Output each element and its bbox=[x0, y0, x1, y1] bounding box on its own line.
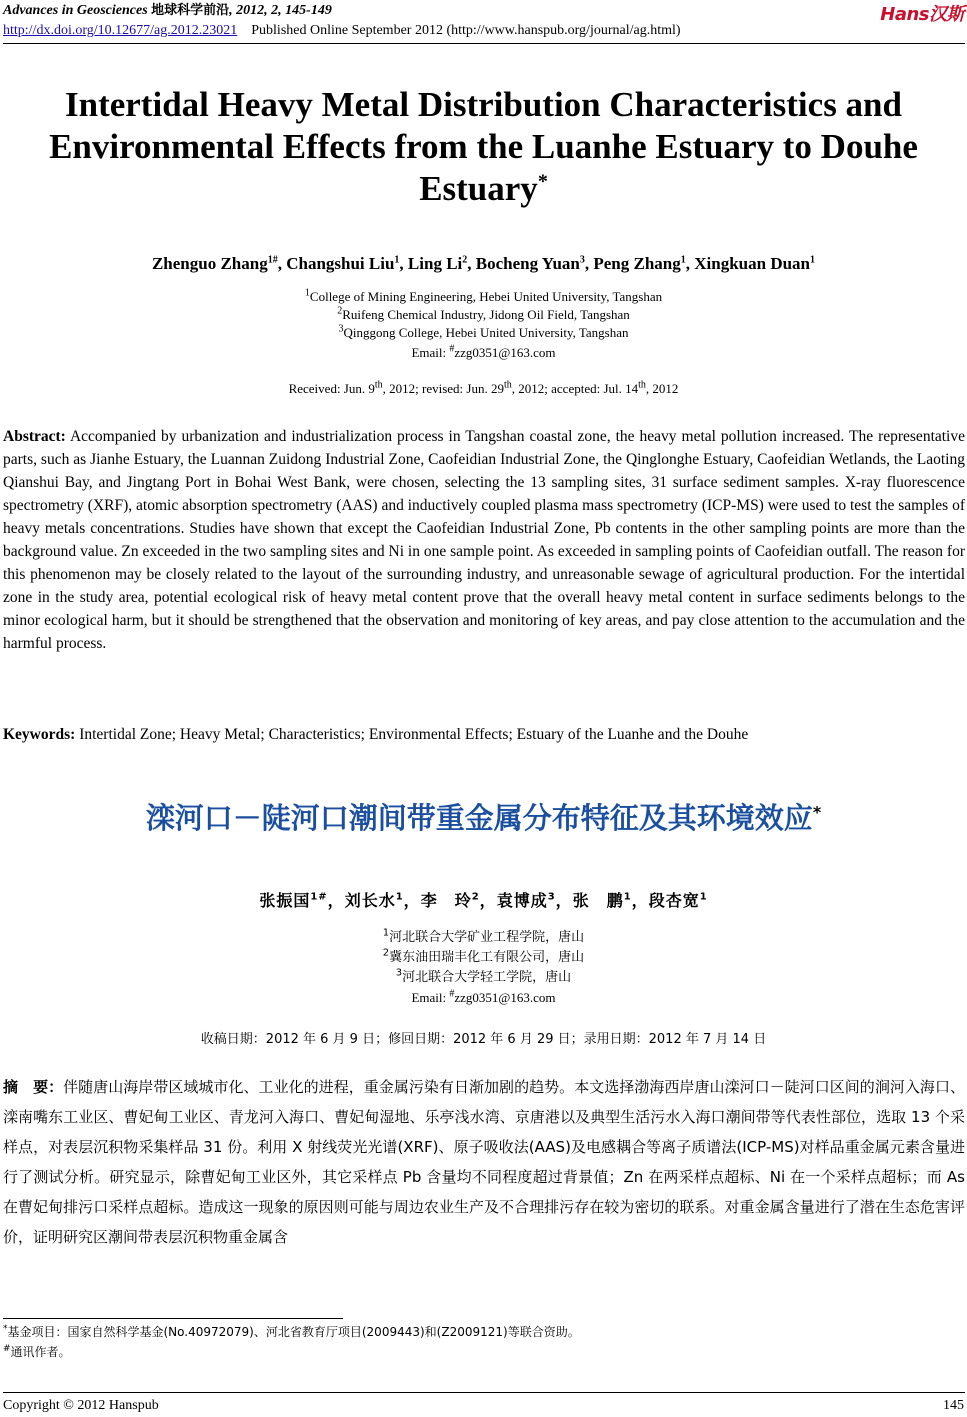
abstract-cn-text: 伴随唐山海岸带区域城市化、工业化的进程，重金属污染有日渐加剧的趋势。本文选择渤海西岸唐山滦河口－陡河口区间的涧河入海口、滦南嘴东工业区、曹妃甸工业区、青龙河入海口、曹妃甸湿地、乐亭浅水湾、京唐港以及典型生活污水入海口潮间带等代表性部位，选取 13 个采样点，对表层沉积物采集样品 31 份。利用 X 射线荧光光谱(XRF)、原子吸收法(AAS)及电感耦合等离子质谱法(ICP-MS)对样品重金属元素含量进行了测试分析。研究显示，除曹妃甸工业区外，其它采样点 Pb 含量均不同程度超过背景值；Zn 在两采样点超标、Ni 在一个采样点超标；而 As 在曹妃甸排污口采样点超标。造成这一现象的原因则可能与周边农业生产及不合理排污存在较为密切的联系。对重金属含量进行了潜在生态危害评价，证明研究区潮间带表层沉积物重金属含 bbox=[3, 1078, 965, 1246]
journal-header bbox=[3, 2, 965, 20]
author-separator: , bbox=[467, 254, 476, 273]
author-list bbox=[0, 254, 967, 274]
affiliation bbox=[0, 306, 967, 324]
author-separator: , bbox=[584, 254, 594, 273]
abstract-en bbox=[3, 425, 965, 655]
footer-rule bbox=[3, 1392, 965, 1393]
footnote-correspondence bbox=[3, 1344, 71, 1360]
title-line-2: Environmental Effects from the Luanhe Estuary to Douhe bbox=[49, 127, 918, 166]
ordinal: th bbox=[374, 379, 383, 391]
keywords-text: Intertidal Zone; Heavy Metal; Characteristics; Environmental Effects; Estuary of the Luanhe and the Douhe bbox=[75, 726, 749, 743]
published-note: Published Online September 2012 (http://www.hanspub.org/journal/ag.html) bbox=[251, 23, 681, 38]
affiliation bbox=[0, 968, 967, 988]
email-label: Email: bbox=[411, 345, 450, 360]
author-separator: , bbox=[399, 254, 408, 273]
footnote-text: 通讯作者。 bbox=[10, 1345, 71, 1359]
author-list-cn bbox=[0, 888, 967, 911]
doi-line bbox=[3, 22, 681, 40]
author-name: 刘长水 bbox=[344, 891, 396, 910]
affiliation-list bbox=[0, 288, 967, 342]
author-separator: , bbox=[685, 254, 695, 273]
email-address[interactable]: zzg0351@163.com bbox=[454, 990, 556, 1005]
author-affil-mark: 3 bbox=[547, 891, 556, 903]
email-label: Email: bbox=[411, 990, 450, 1005]
accepted-date: , 2012; accepted: Jul. 14 bbox=[511, 381, 639, 396]
paper-title-cn bbox=[0, 796, 967, 837]
journal-name: Advances in Geosciences bbox=[3, 3, 148, 18]
ordinal: th bbox=[638, 379, 646, 391]
email-address[interactable]: zzg0351@163.com bbox=[454, 345, 556, 360]
journal-name-cn: 地球科学前沿 bbox=[151, 3, 230, 18]
abstract-label: Abstract: bbox=[3, 428, 66, 445]
copyright: Copyright © 2012 Hanspub bbox=[3, 1398, 159, 1413]
affiliation-text: 冀东油田瑞丰化工有限公司，唐山 bbox=[389, 950, 585, 965]
author-name: Xingkuan Duan bbox=[694, 254, 811, 273]
email-mark: # bbox=[449, 988, 455, 1000]
doi-link[interactable]: http://dx.doi.org/10.12677/ag.2012.23021 bbox=[3, 23, 238, 38]
received-date: Received: Jun. 9 bbox=[288, 381, 375, 396]
page-number: 145 bbox=[943, 1398, 964, 1413]
affiliation bbox=[0, 928, 967, 948]
author-affil-mark: 1 bbox=[680, 254, 686, 266]
author-name: 段杏宽 bbox=[648, 891, 700, 910]
footnote-text: 基金项目：国家自然科学基金(No.40972079)、河北省教育厅项目(2009443)和(Z2009121)等联合资助。 bbox=[7, 1325, 580, 1339]
author-affil-mark: 1 bbox=[395, 891, 404, 903]
affiliation bbox=[0, 288, 967, 306]
affiliation-mark: 1 bbox=[304, 287, 310, 299]
affiliation-text: 河北联合大学矿业工程学院，唐山 bbox=[389, 930, 585, 945]
keywords-label: Keywords: bbox=[3, 726, 76, 743]
title-cn-mark: * bbox=[812, 802, 822, 822]
affiliation bbox=[0, 948, 967, 968]
footnote-rule bbox=[3, 1318, 343, 1319]
ordinal: th bbox=[503, 379, 512, 391]
publisher-logo: Hans汉斯 bbox=[880, 4, 964, 25]
title-line-3: Estuary bbox=[419, 169, 538, 208]
author-affil-mark: 1 bbox=[810, 254, 816, 266]
author-name: Ling Li bbox=[407, 254, 463, 273]
author-name: Peng Zhang bbox=[593, 254, 681, 273]
dates-cn: 收稿日期：2012 年 6 月 9 日；修回日期：2012 年 6 月 29 日；录用日期：2012 年 7 月 14 日 bbox=[200, 1032, 767, 1047]
author-name: 张 鹏 bbox=[572, 891, 624, 910]
author-separator: ， bbox=[479, 891, 497, 910]
affiliation bbox=[0, 324, 967, 342]
footnote-mark: # bbox=[3, 1344, 11, 1354]
author-name: 张振国 bbox=[259, 891, 311, 910]
date-year: , 2012 bbox=[645, 381, 679, 396]
affiliation-text: Qinggong College, Hebei United University, Tangshan bbox=[343, 325, 629, 340]
header-rule bbox=[3, 43, 965, 44]
author-affil-mark: 1 bbox=[699, 891, 708, 903]
title-line-1: Intertidal Heavy Metal Distribution Characteristics and bbox=[65, 85, 902, 124]
affiliation-text: Ruifeng Chemical Industry, Jidong Oil Field, Tangshan bbox=[342, 307, 630, 322]
keywords-en bbox=[3, 724, 965, 746]
author-name: Bocheng Yuan bbox=[475, 254, 580, 273]
affiliation-mark: 3 bbox=[395, 967, 403, 979]
title-cn-text: 滦河口－陡河口潮间带重金属分布特征及其环境效应 bbox=[145, 801, 813, 835]
author-separator: ， bbox=[631, 891, 649, 910]
footnote-funding bbox=[3, 1324, 580, 1340]
affiliation-mark: 3 bbox=[338, 323, 344, 335]
affiliation-mark: 2 bbox=[337, 305, 343, 317]
author-affil-mark: 1# bbox=[267, 254, 278, 266]
abstract-cn-label: 摘 要： bbox=[3, 1078, 64, 1096]
title-footnote-mark: * bbox=[537, 170, 548, 193]
author-affil-mark: 2 bbox=[471, 891, 480, 903]
dates-en bbox=[0, 380, 967, 398]
author-affil-mark: 1 bbox=[394, 254, 400, 266]
affiliation-mark: 2 bbox=[382, 947, 390, 959]
author-affil-mark: 1 bbox=[623, 891, 632, 903]
author-affil-mark: 2 bbox=[462, 254, 468, 266]
abstract-cn bbox=[3, 1072, 965, 1252]
email-mark: # bbox=[449, 343, 455, 355]
email-line bbox=[0, 344, 967, 362]
author-affil-mark: 1# bbox=[310, 891, 328, 903]
abstract-text: Accompanied by urbanization and industrialization process in Tangshan coastal zone, the heavy metal pollution increased. The representative parts, such as Jianhe Estuary, the Luannan Zuidong Industrial Zone, Caofeidian Industrial Zone, the Qinglonghe Estuary, Caofeidian Wetlands, the Laoting Qianshui Bay, and Jingtang Port in Bohai West Bank, were chosen, selecting the 13 sampling sites, 31 surface sediment samples. X-ray fluorescence spectrometry (XRF), atomic absorption spectrometry (AAS) and inductively coupled plasma mass spectrometry (ICP-MS) were used to test the samples of heavy metals concentrations. Studies have shown that except the Caofeidian Industrial Zone, Pb contents in the other sampling points are more than the background value. Zn exceeded in the two sampling sites and Ni in one sample point. As exceeded in sampling points of Caofeidian outfall. The reason for this phenomenon may be closely related to the layout of the surrounding industry, and unreasonable sewage of agricultural production. For the intertidal zone in the study area, potential ecological risk of heavy metal content prove that the overall heavy metal content in surface sediments belongs to the minor ecological harm, but it should be strengthened that the observation and monitoring of key areas, and pay close attention to the accumulation and the harmful process. bbox=[3, 428, 965, 652]
author-separator: , bbox=[277, 254, 287, 273]
author-separator: ， bbox=[555, 891, 573, 910]
author-separator: ， bbox=[327, 891, 345, 910]
affiliation-list-cn bbox=[0, 928, 967, 988]
revised-date: , 2012; revised: Jun. 29 bbox=[382, 381, 504, 396]
email-line-cn bbox=[0, 988, 967, 1008]
affiliation-mark: 1 bbox=[382, 927, 390, 939]
citation: , 2012, 2, 145-149 bbox=[229, 3, 332, 18]
author-affil-mark: 3 bbox=[579, 254, 585, 266]
affiliation-text: 河北联合大学轻工学院，唐山 bbox=[402, 970, 572, 985]
author-name: 李 玲 bbox=[420, 891, 472, 910]
affiliation-text: College of Mining Engineering, Hebei United University, Tangshan bbox=[309, 289, 663, 304]
author-separator: ， bbox=[403, 891, 421, 910]
paper-title bbox=[0, 84, 967, 210]
footnote-mark: * bbox=[3, 1324, 8, 1334]
author-name: Zhenguo Zhang bbox=[151, 254, 268, 273]
author-name: Changshui Liu bbox=[286, 254, 395, 273]
author-name: 袁博成 bbox=[496, 891, 548, 910]
